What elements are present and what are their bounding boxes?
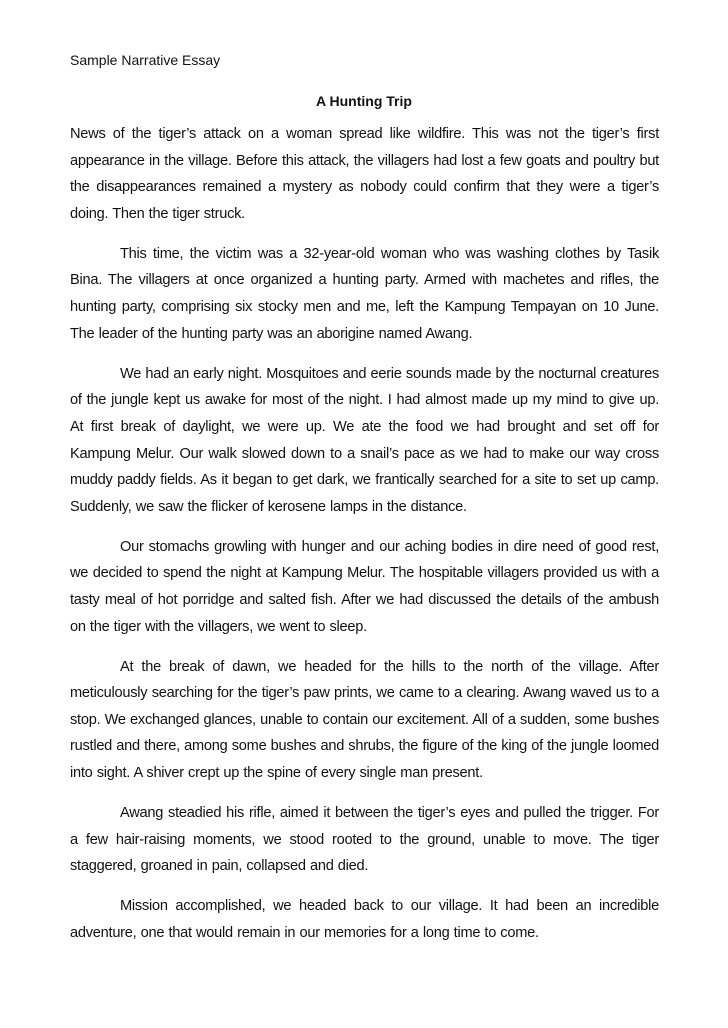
paragraph-3: We had an early night. Mosquitoes and eerie sounds made by the nocturnal creatures of the jungle kept us awake for most of the night. I had almost made up my mind to give up. At first break of daylight, we were up. We ate the food we had brought and set off for Kampung Melur. Our walk slowed down to a snail’s pace as we had to make our way cross muddy paddy fields. As it began to get dark, we frantically searched for a site to set up camp. Suddenly, we saw the flicker of kerosene lamps in the distance. [70,365,659,515]
paragraph-1: News of the tiger’s attack on a woman spread like wildfire. This was not the tiger’s first appearance in the village. Before this attack, the villagers had lost a few goats and poultry but the disappearances remained a mystery as nobody could confirm that they were a tiger’s doing. Then the tiger struck. [70,126,659,222]
essay-title: A Hunting Trip [316,93,412,109]
paragraph-7: Mission accomplished, we headed back to our village. It had been an incredible adventure, one that would remain in our memories for a long time to come. [70,898,659,942]
paragraph-6: Awang steadied his rifle, aimed it between the tiger’s eyes and pulled the trigger. For a few hair-raising moments, we stood rooted to the ground, unable to move. The tiger staggered, groaned in pain, collapsed and died. [70,805,659,875]
essay-body [70,121,659,960]
paragraph-4: Our stomachs growling with hunger and our aching bodies in dire need of good rest, we decided to spend the night at Kampung Melur. The hospitable villagers provided us with a tasty meal of hot porridge and salted fish. After we had discussed the details of the ambush on the tiger with the villagers, we went to sleep. [70,538,659,635]
document-header: Sample Narrative Essay [70,52,221,68]
paragraph-5: At the break of dawn, we headed for the hills to the north of the village. After meticulously searching for the tiger’s paw prints, we came to a clearing. Awang waved us to a stop. We exchanged glances, unable to contain our excitement. All of a sudden, some bushes rustled and there, among some bushes and shrubs, the figure of the king of the jungle loomed into sight. A shiver crept up the spine of every single man present. [70,658,659,782]
paragraph-2: This time, the victim was a 32-year-old woman who was washing clothes by Tasik Bina. The villagers at once organized a hunting party. Armed with machetes and rifles, the hunting party, comprising six stocky men and me, left the Kampung Tempayan on 10 June. The leader of the hunting party was an aborigine named Awang. [70,245,659,342]
